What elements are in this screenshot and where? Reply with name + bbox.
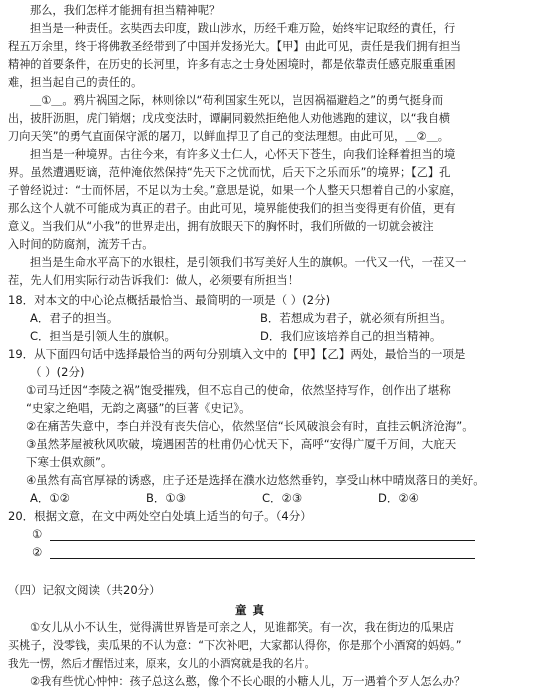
section-paragraph-line: 买桃子，没零钱，卖瓜果的不认为意：“下次补吧，大家都认得你，你是那个小酒窝的妈妈。” (8, 639, 462, 652)
passage-line: 茬，先人们用实际行动告诉我们：做人，必须要有所担当！ (8, 274, 299, 287)
q19-sentence: ④虽然有高官厚禄的诱惑，庄子还是选择在濮水边悠然垂钓，享受山林中晴岚落日的美好。 (26, 473, 485, 487)
q19-sentence: ①司马迁因“李陵之祸”饱受摧残，但不忘自己的使命，依然坚持写作，创作出了堪称 (26, 383, 451, 397)
passage-line: 意义。当我们从“小我”的世界走出，拥有放眼天下的胸怀时，我们所做的一切就会被注 (8, 220, 434, 233)
q19-choice-b: B．①③ (146, 491, 187, 505)
q19-sentence: 下寒士俱欢颜”。 (26, 455, 113, 469)
q19-choice-a: A．①② (30, 491, 70, 505)
passage-line: 担当是一种责任。玄奘西去印度，跋山涉水，历经千难万险，始终牢记取经的責任，行 (30, 22, 456, 35)
question-18-stem: 18．对本文的中心论点概括最恰当、最简明的一项是（ ）(2分) (8, 293, 331, 307)
section-paragraph-line: 我先一愣，然后才醒悟过来，原来，女儿的小酒窝就是我的名片。 (8, 658, 316, 670)
q19-choice-c: C．②③ (262, 491, 303, 505)
q18-option-b: B．若想成为君子，就必须有所担当。 (260, 311, 452, 325)
q19-choice-d: D．②④ (378, 491, 419, 505)
passage-line: ＿①＿。鸦片祸国之际，林则徐以“苟利国家生死以，岂因祸福避趋之”的勇气挺身而 (30, 94, 444, 107)
q19-sentence: ②在痛苦失意中，李白并没有丧失信心，依然坚信“长风破浪会有时，直挂云帆济沧海”。 (26, 419, 474, 433)
passage-line: 担当是一种境界。古往今来，有许多义士仁人，心怀天下苍生，向我们诠释着担当的境 (30, 148, 456, 161)
question-19-stem: 19．从下面四句话中选择最恰当的两句分别填入文中的【甲】【乙】两处，最恰当的一项是 (8, 347, 466, 361)
q20-blank-label: ② (32, 545, 43, 559)
passage-line: 刀向天笑”的勇气直面保守派的屠刀，以鲜血捍卫了自己的变法理想。由此可见，＿②＿。 (8, 130, 449, 143)
section-paragraph-line: ①女儿从小不认生，觉得满世界皆是可亲之人，见谁都笑。有一次，我在街边的瓜果店 (30, 621, 454, 634)
passage-line: 担当是生命水平高下的水银柱，是引领我们书写美好人生的旗帜。一代又一代，一茬又一 (30, 256, 467, 269)
passage-line: 那么这个人就不可能成为真正的君子。由此可见，境界能使我们的担当变得更有价值，更有 (8, 202, 456, 215)
passage-line: 精神的首要条件，在历史的长河里，许多有志之士身处困境时，都是依靠责任感克服重重困 (8, 58, 456, 71)
q19-sentence: “史家之绝唱，无韵之离骚”的巨著《史记》。 (26, 401, 251, 415)
q20-blank-label: ① (32, 527, 43, 541)
q18-option-d: D．我们应该培养自己的担当精神。 (260, 329, 442, 343)
passage-line: 程五万余里，终于将佛教圣经带到了中国并发扬光大。【甲】由此可见，责任是我们拥有担当 (8, 40, 462, 53)
q18-option-c: C．担当是引领人生的旗帜。 (30, 329, 177, 343)
section-paragraph-line: ②我有些忧心忡忡：孩子总这么憨，像个不长心眼的小糖人儿，万一遇着个歹人怎么办？ (30, 675, 466, 688)
passage-line: 界。虽然遭遇贬谪，范仲淹依然保持“先天下之忧而忧，后天下之乐而乐”的境界；【乙】孔 (8, 166, 451, 179)
question-20-stem: 20．根据文意，在文中两处空白处填上适当的句子。（4分） (8, 509, 312, 523)
section-title: 童真 (235, 603, 270, 617)
q20-answer-line-1[interactable] (50, 540, 475, 541)
passage-line: 那么，我们怎样才能拥有担当精神呢？ (30, 4, 221, 17)
section-header: （四）记叙文阅读（共20分） (8, 583, 161, 597)
passage-line: 出，披肝沥胆，虎门销烟；戊戌变法时，谭嗣同毅然拒绝他人劝他逃跑的建议，以“我自横 (8, 112, 451, 125)
question-19-stem-cont: （ ）(2分) (30, 365, 85, 379)
passage-line: 难，担当起自己的责任的。 (8, 76, 143, 89)
passage-line: 子曾经说过：“士而怀居，不足以为士矣。”意思是说，如果一个人整天只想着自己的小家庭， (8, 184, 462, 197)
q20-answer-line-2[interactable] (50, 558, 475, 559)
q19-sentence: ③虽然茅屋被秋风吹破，境遇困苦的杜甫仍心忧天下，高呼“安得广厦千万间，大庇天 (26, 437, 457, 451)
q18-option-a: A．君子的担当。 (30, 311, 119, 325)
passage-line: 入时间的防腐剂，流芳千古。 (8, 238, 154, 251)
